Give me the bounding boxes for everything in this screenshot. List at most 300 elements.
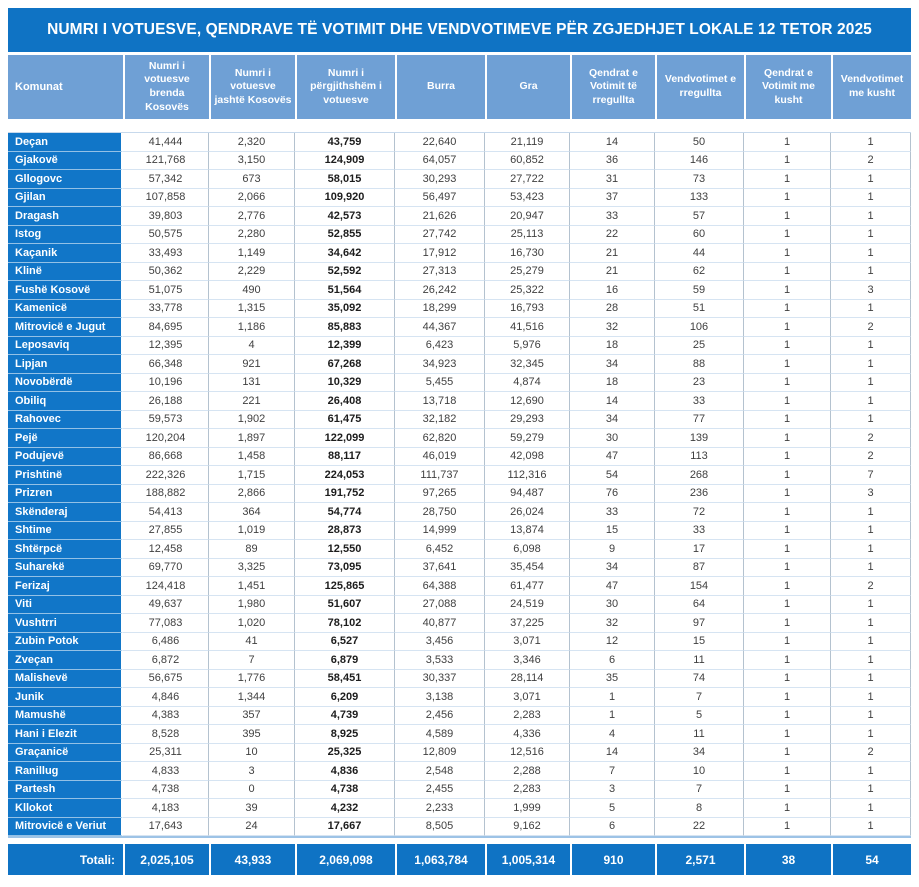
value-cell: 6,098: [485, 540, 570, 559]
value-cell: 97: [655, 614, 744, 633]
value-cell: 4,383: [123, 707, 209, 726]
value-cell: 8: [655, 799, 744, 818]
value-cell: 44: [655, 244, 744, 263]
value-cell: 124,418: [123, 577, 209, 596]
value-cell: 37: [570, 189, 655, 208]
table-row: [8, 633, 911, 652]
table-row: [8, 744, 911, 763]
value-cell: 31: [570, 170, 655, 189]
value-cell: 41: [209, 633, 295, 652]
value-cell: 69,770: [123, 559, 209, 578]
value-cell: 1: [744, 244, 831, 263]
value-cell: 2,320: [209, 133, 295, 152]
table-row: [8, 781, 911, 800]
municipality-cell: Shtërpcë: [8, 540, 123, 559]
value-cell: 1: [744, 540, 831, 559]
value-cell: 37,225: [485, 614, 570, 633]
table-row: [8, 577, 911, 596]
municipality-cell: Graçanicë: [8, 744, 123, 763]
value-cell: 8,925: [295, 725, 395, 744]
column-header: Gra: [485, 55, 570, 119]
value-cell: 1: [831, 374, 911, 393]
table-row: [8, 466, 911, 485]
municipality-cell: Klinë: [8, 263, 123, 282]
value-cell: 54,774: [295, 503, 395, 522]
value-cell: 2,233: [395, 799, 485, 818]
value-cell: 1,776: [209, 670, 295, 689]
value-cell: 35,092: [295, 300, 395, 319]
column-header: Vendvotimet e rregullta: [655, 55, 744, 119]
value-cell: 64,388: [395, 577, 485, 596]
value-cell: 1,020: [209, 614, 295, 633]
value-cell: 32,345: [485, 355, 570, 374]
value-cell: 1: [744, 670, 831, 689]
total-value-cell: 38: [744, 844, 831, 875]
value-cell: 1,715: [209, 466, 295, 485]
total-value-cell: 910: [570, 844, 655, 875]
municipality-cell: Mamushë: [8, 707, 123, 726]
value-cell: 1,902: [209, 411, 295, 430]
value-cell: 1: [570, 688, 655, 707]
value-cell: 76: [570, 485, 655, 504]
municipality-cell: Istog: [8, 226, 123, 245]
value-cell: 1: [831, 263, 911, 282]
value-cell: 51,607: [295, 596, 395, 615]
value-cell: 357: [209, 707, 295, 726]
value-cell: 56,675: [123, 670, 209, 689]
value-cell: 40,877: [395, 614, 485, 633]
value-cell: 6,879: [295, 651, 395, 670]
municipality-cell: Rahovec: [8, 411, 123, 430]
value-cell: 1: [744, 725, 831, 744]
value-cell: 1: [831, 226, 911, 245]
value-cell: 12,516: [485, 744, 570, 763]
value-cell: 111,737: [395, 466, 485, 485]
municipality-cell: Zveçan: [8, 651, 123, 670]
value-cell: 41,516: [485, 318, 570, 337]
value-cell: 30: [570, 429, 655, 448]
value-cell: 30: [570, 596, 655, 615]
value-cell: 107,858: [123, 189, 209, 208]
table-row: [8, 170, 911, 189]
value-cell: 27,742: [395, 226, 485, 245]
value-cell: 3: [831, 485, 911, 504]
value-cell: 1: [831, 244, 911, 263]
value-cell: 33: [570, 207, 655, 226]
table-row: [8, 651, 911, 670]
value-cell: 9,162: [485, 818, 570, 837]
value-cell: 395: [209, 725, 295, 744]
municipality-cell: Vushtrri: [8, 614, 123, 633]
value-cell: 139: [655, 429, 744, 448]
table-row: [8, 596, 911, 615]
value-cell: 10,329: [295, 374, 395, 393]
table-row: [8, 818, 911, 837]
totals-label: Totali:: [79, 852, 115, 867]
value-cell: 1: [744, 263, 831, 282]
column-header: Qendrat e Votimit të rregullta: [570, 55, 655, 119]
column-header: Qendrat e Votimit me kusht: [744, 55, 831, 119]
column-header: Vendvotimet me kusht: [831, 55, 911, 119]
value-cell: 7: [570, 762, 655, 781]
value-cell: 25,311: [123, 744, 209, 763]
value-cell: 21,626: [395, 207, 485, 226]
value-cell: 27,313: [395, 263, 485, 282]
value-cell: 1,897: [209, 429, 295, 448]
value-cell: 17,912: [395, 244, 485, 263]
value-cell: 34,923: [395, 355, 485, 374]
value-cell: 58,015: [295, 170, 395, 189]
value-cell: 1: [831, 559, 911, 578]
value-cell: 17,643: [123, 818, 209, 837]
value-cell: 2,280: [209, 226, 295, 245]
value-cell: 59,279: [485, 429, 570, 448]
value-cell: 18,299: [395, 300, 485, 319]
value-cell: 1: [744, 688, 831, 707]
total-value-cell: 43,933: [209, 844, 295, 875]
value-cell: 191,752: [295, 485, 395, 504]
value-cell: 35,454: [485, 559, 570, 578]
value-cell: 88: [655, 355, 744, 374]
value-cell: 10: [655, 762, 744, 781]
value-cell: 1: [831, 596, 911, 615]
value-cell: 1: [831, 540, 911, 559]
value-cell: 1: [744, 559, 831, 578]
table-body: [8, 132, 911, 838]
total-value-cell: 1,063,784: [395, 844, 485, 875]
municipality-cell: Mitrovicë e Veriut: [8, 818, 123, 837]
municipality-cell: Viti: [8, 596, 123, 615]
value-cell: 673: [209, 170, 295, 189]
value-cell: 13,874: [485, 522, 570, 541]
value-cell: 94,487: [485, 485, 570, 504]
value-cell: 3: [570, 781, 655, 800]
value-cell: 1: [744, 318, 831, 337]
value-cell: 34: [570, 355, 655, 374]
value-cell: 44,367: [395, 318, 485, 337]
value-cell: 1: [744, 503, 831, 522]
value-cell: 1,451: [209, 577, 295, 596]
municipality-cell: Dragash: [8, 207, 123, 226]
table-row: [8, 374, 911, 393]
value-cell: 46,019: [395, 448, 485, 467]
value-cell: 1: [744, 152, 831, 171]
value-cell: 58,451: [295, 670, 395, 689]
value-cell: 78,102: [295, 614, 395, 633]
value-cell: 12,399: [295, 337, 395, 356]
value-cell: 4,336: [485, 725, 570, 744]
value-cell: 1: [744, 818, 831, 837]
table-row: [8, 281, 911, 300]
value-cell: 32: [570, 318, 655, 337]
value-cell: 49,637: [123, 596, 209, 615]
value-cell: 224,053: [295, 466, 395, 485]
value-cell: 18: [570, 337, 655, 356]
value-cell: 57: [655, 207, 744, 226]
value-cell: 1: [744, 281, 831, 300]
value-cell: 28: [570, 300, 655, 319]
value-cell: 4,738: [123, 781, 209, 800]
value-cell: 32: [570, 614, 655, 633]
value-cell: 43,759: [295, 133, 395, 152]
value-cell: 1: [831, 522, 911, 541]
table-row: [8, 411, 911, 430]
value-cell: 3,071: [485, 633, 570, 652]
value-cell: 1: [831, 503, 911, 522]
value-cell: 1,149: [209, 244, 295, 263]
value-cell: 39: [209, 799, 295, 818]
value-cell: 50: [655, 133, 744, 152]
value-cell: 1: [831, 170, 911, 189]
value-cell: 2: [831, 152, 911, 171]
value-cell: 124,909: [295, 152, 395, 171]
value-cell: 16,793: [485, 300, 570, 319]
value-cell: 89: [209, 540, 295, 559]
table-row: [8, 337, 911, 356]
value-cell: 4,739: [295, 707, 395, 726]
value-cell: 7: [655, 688, 744, 707]
value-cell: 67,268: [295, 355, 395, 374]
value-cell: 22,640: [395, 133, 485, 152]
value-cell: 22: [570, 226, 655, 245]
value-cell: 33: [570, 503, 655, 522]
value-cell: 6: [570, 818, 655, 837]
value-cell: 2: [831, 744, 911, 763]
value-cell: 1: [744, 577, 831, 596]
value-cell: 33: [655, 522, 744, 541]
value-cell: 86,668: [123, 448, 209, 467]
value-cell: 1: [744, 707, 831, 726]
value-cell: 2: [831, 577, 911, 596]
value-cell: 47: [570, 577, 655, 596]
value-cell: 15: [570, 522, 655, 541]
value-cell: 106: [655, 318, 744, 337]
table-row: [8, 559, 911, 578]
table-row: [8, 503, 911, 522]
value-cell: 25,322: [485, 281, 570, 300]
municipality-cell: Kllokot: [8, 799, 123, 818]
table-row: [8, 799, 911, 818]
value-cell: 11: [655, 725, 744, 744]
value-cell: 120,204: [123, 429, 209, 448]
value-cell: 61,477: [485, 577, 570, 596]
value-cell: 4: [209, 337, 295, 356]
value-cell: 133: [655, 189, 744, 208]
value-cell: 26,408: [295, 392, 395, 411]
value-cell: 34: [570, 411, 655, 430]
value-cell: 5: [570, 799, 655, 818]
value-cell: 25: [655, 337, 744, 356]
value-cell: 1,980: [209, 596, 295, 615]
header-row: [8, 55, 911, 119]
value-cell: 33,778: [123, 300, 209, 319]
value-cell: 18: [570, 374, 655, 393]
value-cell: 2: [831, 448, 911, 467]
value-cell: 15: [655, 633, 744, 652]
value-cell: 1: [744, 485, 831, 504]
value-cell: 14: [570, 133, 655, 152]
value-cell: 1,344: [209, 688, 295, 707]
value-cell: 2,229: [209, 263, 295, 282]
value-cell: 4,874: [485, 374, 570, 393]
value-cell: 6: [570, 651, 655, 670]
value-cell: 2,283: [485, 781, 570, 800]
value-cell: 72: [655, 503, 744, 522]
value-cell: 1: [831, 651, 911, 670]
value-cell: 1: [744, 207, 831, 226]
value-cell: 32,182: [395, 411, 485, 430]
value-cell: 6,872: [123, 651, 209, 670]
table-row: [8, 318, 911, 337]
value-cell: 1: [744, 522, 831, 541]
value-cell: 61,475: [295, 411, 395, 430]
value-cell: 113: [655, 448, 744, 467]
value-cell: 60,852: [485, 152, 570, 171]
value-cell: 12,690: [485, 392, 570, 411]
value-cell: 10,196: [123, 374, 209, 393]
value-cell: 1: [744, 614, 831, 633]
value-cell: 121,768: [123, 152, 209, 171]
value-cell: 17,667: [295, 818, 395, 837]
value-cell: 4,846: [123, 688, 209, 707]
value-cell: 73: [655, 170, 744, 189]
municipality-cell: Novobërdë: [8, 374, 123, 393]
value-cell: 1: [744, 189, 831, 208]
municipality-cell: Kaçanik: [8, 244, 123, 263]
value-cell: 112,316: [485, 466, 570, 485]
table-row: [8, 355, 911, 374]
value-cell: 1: [744, 799, 831, 818]
table-row: [8, 670, 911, 689]
total-value-cell: 2,571: [655, 844, 744, 875]
municipality-cell: Prishtinë: [8, 466, 123, 485]
value-cell: 236: [655, 485, 744, 504]
table-row: [8, 244, 911, 263]
value-cell: 146: [655, 152, 744, 171]
value-cell: 42,098: [485, 448, 570, 467]
value-cell: 1: [831, 707, 911, 726]
table-row: [8, 189, 911, 208]
value-cell: 25,279: [485, 263, 570, 282]
value-cell: 1: [831, 392, 911, 411]
value-cell: 1: [831, 133, 911, 152]
value-cell: 8,528: [123, 725, 209, 744]
value-cell: 28,114: [485, 670, 570, 689]
value-cell: 7: [209, 651, 295, 670]
value-cell: 39,803: [123, 207, 209, 226]
value-cell: 34: [655, 744, 744, 763]
table-row: [8, 540, 911, 559]
municipality-cell: Podujevë: [8, 448, 123, 467]
value-cell: 23: [655, 374, 744, 393]
value-cell: 16: [570, 281, 655, 300]
value-cell: 37,641: [395, 559, 485, 578]
value-cell: 85,883: [295, 318, 395, 337]
value-cell: 1: [744, 374, 831, 393]
value-cell: 4: [570, 725, 655, 744]
table-row: [8, 614, 911, 633]
municipality-cell: Gllogovc: [8, 170, 123, 189]
value-cell: 2,776: [209, 207, 295, 226]
value-cell: 33,493: [123, 244, 209, 263]
value-cell: 222,326: [123, 466, 209, 485]
value-cell: 1: [831, 781, 911, 800]
value-cell: 3,456: [395, 633, 485, 652]
value-cell: 54: [570, 466, 655, 485]
value-cell: 26,242: [395, 281, 485, 300]
value-cell: 57,342: [123, 170, 209, 189]
value-cell: 6,452: [395, 540, 485, 559]
value-cell: 52,592: [295, 263, 395, 282]
value-cell: 4,589: [395, 725, 485, 744]
value-cell: 97,265: [395, 485, 485, 504]
value-cell: 77,083: [123, 614, 209, 633]
value-cell: 1: [831, 725, 911, 744]
value-cell: 14: [570, 392, 655, 411]
value-cell: 1: [744, 762, 831, 781]
municipality-cell: Fushë Kosovë: [8, 281, 123, 300]
value-cell: 84,695: [123, 318, 209, 337]
value-cell: 21: [570, 244, 655, 263]
column-header: Numri i votuesve jashtë Kosovës: [209, 55, 295, 119]
value-cell: 1,315: [209, 300, 295, 319]
table-row: [8, 485, 911, 504]
value-cell: 60: [655, 226, 744, 245]
value-cell: 21: [570, 263, 655, 282]
value-cell: 1,186: [209, 318, 295, 337]
value-cell: 14,999: [395, 522, 485, 541]
value-cell: 16,730: [485, 244, 570, 263]
value-cell: 4,836: [295, 762, 395, 781]
value-cell: 3,138: [395, 688, 485, 707]
value-cell: 36: [570, 152, 655, 171]
column-header: Numri i votuesve brenda Kosovës: [123, 55, 209, 119]
value-cell: 4,833: [123, 762, 209, 781]
value-cell: 2,866: [209, 485, 295, 504]
report-title: NUMRI I VOTUESVE, QENDRAVE TË VOTIMIT DHE VENDVOTIMEVE PËR ZGJEDHJET LOKALE 12 TETOR 2025: [8, 8, 911, 52]
value-cell: 2,456: [395, 707, 485, 726]
value-cell: 2,288: [485, 762, 570, 781]
value-cell: 1: [831, 633, 911, 652]
value-cell: 1: [744, 651, 831, 670]
value-cell: 1: [744, 596, 831, 615]
value-cell: 35: [570, 670, 655, 689]
value-cell: 8,505: [395, 818, 485, 837]
value-cell: 17: [655, 540, 744, 559]
total-value-cell: 2,025,105: [123, 844, 209, 875]
value-cell: 154: [655, 577, 744, 596]
value-cell: 59,573: [123, 411, 209, 430]
value-cell: 53,423: [485, 189, 570, 208]
value-cell: 28,873: [295, 522, 395, 541]
municipality-cell: Lipjan: [8, 355, 123, 374]
table-row: [8, 300, 911, 319]
table-row: [8, 762, 911, 781]
value-cell: 1,019: [209, 522, 295, 541]
table-row: [8, 226, 911, 245]
value-cell: 6,527: [295, 633, 395, 652]
value-cell: 25,325: [295, 744, 395, 763]
municipality-cell: Zubin Potok: [8, 633, 123, 652]
value-cell: 12,550: [295, 540, 395, 559]
municipality-cell: Gjilan: [8, 189, 123, 208]
value-cell: 1: [744, 429, 831, 448]
value-cell: 1,458: [209, 448, 295, 467]
value-cell: 10: [209, 744, 295, 763]
municipality-cell: Shtime: [8, 522, 123, 541]
value-cell: 490: [209, 281, 295, 300]
municipality-cell: Leposaviq: [8, 337, 123, 356]
